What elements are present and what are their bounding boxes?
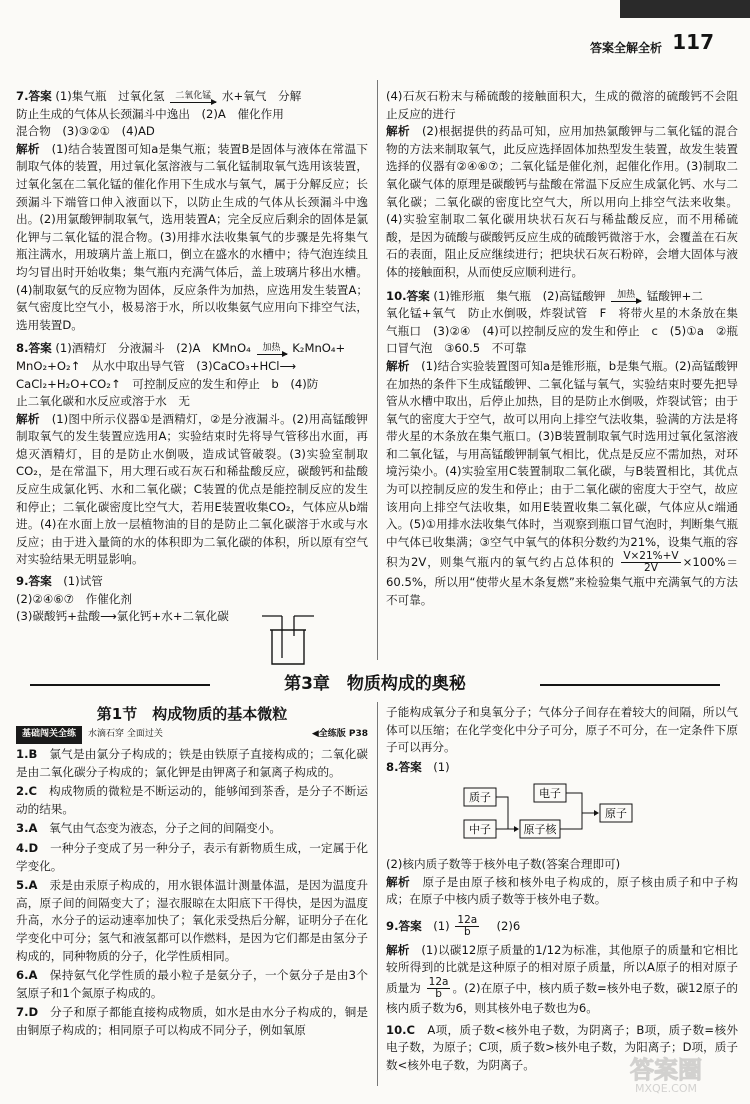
gas-bottle-icon bbox=[258, 612, 318, 668]
answer-s3-text: 氧气由气态变为液态，分子之间的间隔变小。 bbox=[49, 821, 281, 836]
node-proton: 质子 bbox=[469, 791, 491, 805]
heat-arrow bbox=[611, 291, 641, 301]
chapter-title: 第3章 物质构成的奥秘 bbox=[284, 674, 466, 694]
fraction-denominator: b bbox=[435, 987, 442, 1000]
catalyst-label: 二氧化锰 bbox=[175, 90, 212, 101]
chapter-rule-left bbox=[30, 684, 210, 686]
answer-8 bbox=[16, 340, 368, 569]
left-column-top bbox=[16, 88, 368, 628]
node-atom: 原子 bbox=[605, 807, 627, 821]
answer-7-explanation: (1)结合装置图可知a是集气瓶；装置B是固体与液体在常温下制取气体的装置，用过氧化氢溶液与二氧化锰制取氧气选用该装置，过氧化氢在二氧化锰的催化作用下生成水与氧气，属于分解反应；长颈漏斗下端管口伸入液面以下，以防止生成的气体从长颈漏斗中逸出。(2)用氯酸钾制取氧气，选用装置A；完全反应后剩余的固体是氯化钾与二氧化锰的混合物。(3)用排水法收集氧气的步骤是先将集气瓶注满水，用玻璃片盖上瓶口，倒立在盛水的水槽中；待气泡连续且均匀冒出时开始收集；集气瓶内充满气体后，盖上玻璃片移出水槽。(4)制取氨气的反应物为固体，反应条件为加热，应选用发生装置A；氨气密度比空气小，极易溶于水，所以收集氨气应用向下排空气法，选用装置D。 bbox=[16, 141, 368, 332]
answer-8-part1b: K₂MnO₄+ bbox=[292, 341, 346, 356]
answer-9-part4: (4)石灰石粉末与稀硫酸的接触面积大，生成的微溶的硫酸钙不会阻止反应的进行 bbox=[386, 89, 738, 121]
explanation-label: 解析 bbox=[386, 942, 410, 957]
answer-7-part1: (1)集气瓶 过氧化氢 bbox=[55, 89, 165, 103]
answer-10-explanation: (1)结合实验装置图可知a是锥形瓶，b是集气瓶。(2)高锰酸钾在加热的条件下生成锰酸钾、二氧化锰与氧气，实验结束时要先把导管从水槽中取出，后停止加热，目的是防止水倒吸，炸裂试管；由于氧气的密度大于空气，故可以用向上排空气法收集，验满的方法是将带火星的木条放在集气瓶口。(3)B装置制取氧气时选用过氧化氢溶液和二氧化锰，与用高锰酸钾制氧气相比，优点是反应不需加热，对环境污染小。(4)实验室用C装置制取二氧化碳，与B装置相比，其优点为可以控制反应的发生和停止；由于二氧化碳的密度大于空气，故应该用向上排空气法收集，如用E装置收集二氧化碳，气体应从c端通入。(5)①用排水法收集气体时，当观察到瓶口冒气泡时，判断集气瓶中气体已收集满；③空气中氧气的体积分数约为21%，设集气瓶的容积为2V，则集气瓶内的氧气约占总体积的 bbox=[386, 358, 738, 570]
answer-s7-number: 7.D bbox=[16, 1005, 39, 1020]
answer-s8-part2: (2)核内质子数等于核外电子数(答案合理即可) bbox=[386, 856, 621, 871]
answer-s3 bbox=[16, 820, 368, 838]
answer-s7-text: 分子和原子都能直接构成物质，如水是由水分子构成的，铜是由铜原子构成的；相同原子可以构成不同分子，例如氧原 bbox=[16, 1005, 368, 1037]
answer-7-part3: 防止生成的气体从长颈漏斗中逸出 (2)A 催化作用 bbox=[16, 106, 284, 121]
section-badge: 基础闯关全练 bbox=[16, 726, 82, 744]
answer-8-part1: (1)酒精灯 分液漏斗 (2)A KMnO₄ bbox=[55, 341, 251, 356]
column-divider bbox=[377, 80, 378, 660]
answer-8-part4: 止二氧化碳和水反应或溶于水 无 bbox=[16, 394, 190, 409]
answer-9-continued bbox=[386, 88, 738, 282]
chapter-rule-right bbox=[540, 684, 720, 686]
answer-s9-part1: (1) bbox=[433, 918, 450, 933]
explanation-label: 解析 bbox=[386, 124, 410, 139]
header-band bbox=[620, 0, 750, 18]
fraction-denominator: b bbox=[463, 925, 471, 938]
explanation-label: 解析 bbox=[16, 141, 40, 156]
answer-s8-explanation: 原子是由原子核和核外电子构成的，原子核由质子和中子构成；在原子中核内质子数等于核外电子数。 bbox=[386, 874, 738, 907]
heat-arrow bbox=[257, 344, 287, 354]
answer-s3-number: 3.A bbox=[16, 821, 38, 836]
answer-s10-number: 10.C bbox=[386, 1022, 416, 1037]
node-neutron: 中子 bbox=[469, 823, 491, 837]
answer-7-part2: 水+氧气 分解 bbox=[221, 89, 302, 103]
answer-s1 bbox=[16, 746, 368, 781]
chapter-heading bbox=[0, 671, 750, 697]
answer-s7-continued: 子能构成氧分子和臭氧分子；气体分子间存在着较大的间隔，所以气体可以压缩；在化学变化中分子可分，原子不可分，在一定条件下原子可以再分。 bbox=[386, 705, 738, 755]
fraction bbox=[427, 977, 451, 1000]
atom-structure-diagram bbox=[462, 780, 662, 846]
answer-s7 bbox=[16, 1004, 368, 1039]
watermark-text: 答案圈 bbox=[630, 1056, 702, 1084]
answer-s8-number: 8.答案 bbox=[386, 759, 422, 774]
answer-8-part3: CaCl₂+H₂O+CO₂↑ 可控制反应的发生和停止 b (4)防 bbox=[16, 376, 319, 391]
answer-s9-explanation-end: 。(2)在原子中，核内质子数=核外电子数，碳12原子的核内质子数为6，则其核外电子数也为6。 bbox=[386, 980, 738, 1015]
explanation-label: 解析 bbox=[386, 358, 410, 373]
answer-s1-text: 氯气是由氯分子构成的；铁是由铁原子直接构成的；二氧化碳是由二氧化碳分子构成的；氯化钾是由钾离子和氯离子构成的。 bbox=[16, 747, 368, 779]
answer-10-part1b: 锰酸钾+二 bbox=[646, 288, 703, 303]
answer-s8 bbox=[386, 759, 738, 909]
answer-10-number: 10.答案 bbox=[386, 288, 430, 303]
answer-s2-number: 2.C bbox=[16, 784, 37, 799]
answer-s5-number: 5.A bbox=[16, 878, 38, 893]
answer-s5 bbox=[16, 877, 368, 965]
section-title: 第1节 构成物质的基本微粒 bbox=[96, 705, 288, 723]
answer-s5-text: 汞是由汞原子构成的，用水银体温计测量体温，是因为温度升高，原子间的间隔变大了；湿衣服晾在太阳底下干得快，是因为温度升高，水分子的运动速率加快了；氧化汞受热后分解，证明分子在化学变化中可分；氢气和液氢都可以作燃料，是因为它们都是由氢分子构成的，同种物质的分子，化学性质相同。 bbox=[16, 878, 368, 963]
right-column-top bbox=[386, 88, 738, 612]
fraction-denominator: 2V bbox=[644, 562, 658, 575]
answer-s2-text: 构成物质的微粒是不断运动的，能够闻到茶香，是分子不断运动的结果。 bbox=[16, 784, 368, 816]
answer-s6-number: 6.A bbox=[16, 968, 38, 983]
fraction bbox=[621, 551, 680, 574]
answer-9-number: 9.答案 bbox=[16, 574, 52, 589]
answer-10-part1: (1)锥形瓶 集气瓶 (2)高锰酸钾 bbox=[433, 288, 606, 303]
answer-s9-number: 9.答案 bbox=[386, 918, 422, 933]
answer-10-part2: 氧化锰+氧气 防止水倒吸，炸裂试管 F 将带火星的木条放在集气瓶口 (3)②④ (4)可以控制反应的发生和停止 c (5)①a ②瓶口冒气泡 ③60.5 不可靠 bbox=[386, 306, 738, 356]
answer-s1-number: 1.B bbox=[16, 747, 38, 761]
answer-s6 bbox=[16, 967, 368, 1002]
answer-s8-part1: (1) bbox=[433, 759, 450, 774]
watermark-logo bbox=[596, 1052, 736, 1096]
reaction-arrow bbox=[170, 92, 216, 102]
heat-label: 加热 bbox=[262, 342, 281, 353]
heat-label: 加热 bbox=[617, 290, 636, 301]
answer-s4 bbox=[16, 840, 368, 875]
answer-8-number: 8.答案 bbox=[16, 341, 52, 356]
answer-10-explanation-end: ×100%＝60.5%，所以用“使带火星木条复燃”来检验集气瓶中充满氧气的方法不可靠。 bbox=[386, 555, 738, 608]
column-divider-lower bbox=[377, 702, 378, 1086]
section-subtitle: 水滴石穿 全面过关 bbox=[88, 729, 163, 740]
fraction-numerator: 12a bbox=[428, 975, 449, 988]
fraction bbox=[455, 915, 479, 938]
answer-s2 bbox=[16, 783, 368, 818]
right-column-bottom bbox=[386, 704, 738, 1076]
answer-s9 bbox=[386, 915, 738, 1018]
page-number: 117 bbox=[672, 30, 714, 54]
header-label: 答案全解全析 bbox=[589, 41, 662, 55]
fraction-numerator: V×21%+V bbox=[623, 550, 679, 563]
answer-7-number: 7.答案 bbox=[16, 89, 52, 103]
answer-s4-text: 一种分子变成了另一种分子，表示有新物质生成，一定属于化学变化。 bbox=[16, 840, 368, 873]
section-reference: ◀全练版 P38 bbox=[311, 729, 368, 740]
answer-8-part2: MnO₂+O₂↑ 从水中取出导气管 (3)CaCO₃+HCl⟶ bbox=[16, 358, 297, 373]
explanation-label: 解析 bbox=[16, 411, 40, 426]
explanation-label: 解析 bbox=[386, 874, 411, 889]
answer-s9-explanation: (1)以碳12原子质量的1/12为标准，其他原子的质量和它相比较所得到的比就是这种原子的相对原子质量，所以A原子的相对原子质量为 bbox=[386, 942, 738, 995]
section-bar bbox=[16, 728, 368, 742]
answer-s4-number: 4.D bbox=[16, 840, 39, 855]
fraction-numerator: 12a bbox=[457, 913, 478, 926]
answer-7 bbox=[16, 88, 368, 334]
answer-9-part2: (2)②④⑥⑦ 作催化剂 bbox=[16, 591, 132, 606]
answer-9-part1: (1)试管 bbox=[63, 574, 103, 589]
answer-8-explanation: (1)图中所示仪器①是酒精灯，②是分液漏斗。(2)用高锰酸钾制取氧气的发生装置应选用A；实验结束时先将导气管移出水面，再熄灭酒精灯，目的是防止水倒吸，造成试管破裂。(3)实验室制取CO₂，是在常温下，用大理石或石灰石和稀盐酸反应，碳酸钙和盐酸反应生成氯化钙、水和二氧化碳；C装置的优点是能控制反应的发生和停止；二氧化碳密度比空气大，若用E装置收集CO₂，气体应从b端进。(4)在水面上放一层植物油的目的是防止二氧化碳溶于水或与水反应；由于进入量筒的水的体积即为二氧化碳的体积，所以原有空气对实验结果无明显影响。 bbox=[16, 411, 368, 567]
watermark-subtext: MXQE.COM bbox=[635, 1082, 697, 1095]
node-electron: 电子 bbox=[539, 787, 561, 801]
left-column-bottom bbox=[16, 704, 368, 1042]
answer-s10-text: A项，质子数<核外电子数，为阴离子；B项，质子数=核外电子数，为原子；C项，质子数>核外电子数，为阳离子；D项，质子数<核外电子数，为阴离子。 bbox=[386, 1022, 738, 1072]
page-header bbox=[0, 0, 750, 70]
answer-7-part4: 混合物 (3)③②① (4)AD bbox=[16, 124, 155, 139]
answer-9-part3: (3)碳酸钙+盐酸⟶氯化钙+水+二氧化碳 bbox=[16, 609, 229, 624]
answer-s9-part2: (2)6 bbox=[496, 918, 521, 933]
answer-s6-text: 保持氨气化学性质的最小粒子是氨分子，一个氨分子是由3个氢原子和1个氮原子构成的。 bbox=[16, 968, 368, 1000]
answer-9-explanation: (2)根据提供的药品可知，应用加热氯酸钾与二氧化锰的混合物的方法来制取氧气，此反应选择固体加热型发生装置，故发生装置选择的仪器有②④⑥⑦；二氧化锰是催化剂，起催化作用。(3)制取二氧化碳气体的原理是碳酸钙与盐酸在常温下反应生成氯化钙、水与二氧化碳；二氧化碳的密度比空气大，所以用向上排空气法来收集。(4)实验室制取二氧化碳用块状石灰石与稀盐酸反应，而不用稀硫酸，是因为硫酸与碳酸钙反应生成的硫酸钙微溶于水，会覆盖在石灰石的表面，阻止反应继续进行；把块状石灰石粉碎，会增大固体与液体的接触面积，从而使反应顺利进行。 bbox=[386, 124, 738, 279]
node-nucleus: 原子核 bbox=[523, 823, 557, 837]
answer-10 bbox=[386, 288, 738, 610]
